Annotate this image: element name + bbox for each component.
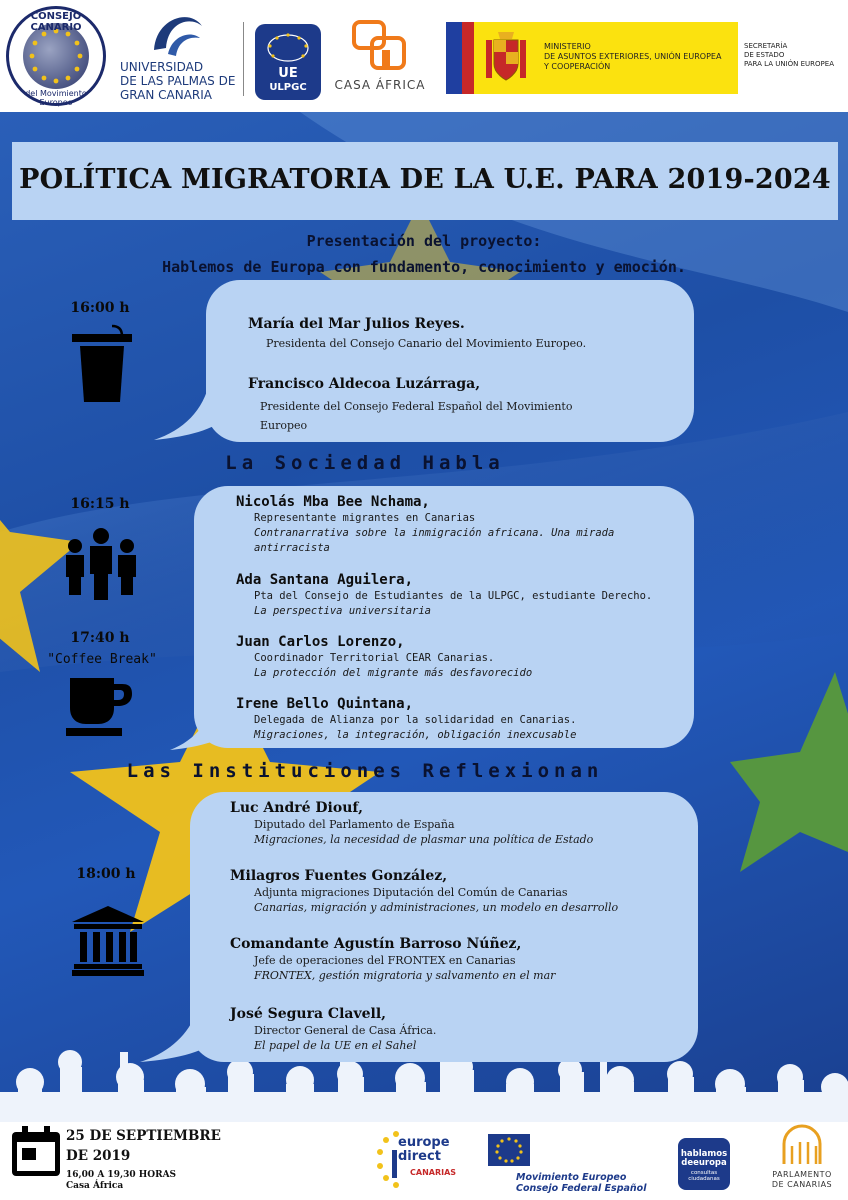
speaker-topic: La perspectiva universitaria bbox=[254, 605, 432, 617]
speaker-name: Juan Carlos Lorenzo, bbox=[236, 634, 405, 650]
event-hours bbox=[66, 1170, 176, 1192]
casa-africa-shape-icon bbox=[352, 20, 408, 72]
me-line1: Movimiento Europeo bbox=[516, 1172, 627, 1183]
header-divider bbox=[243, 22, 244, 96]
speaker-name: Comandante Agustín Barroso Núñez, bbox=[230, 936, 522, 952]
time-1800: 18:00 h bbox=[76, 866, 136, 882]
speaker-bello bbox=[236, 696, 676, 743]
ulpgc-line1: UNIVERSIDAD bbox=[120, 60, 204, 74]
spain-coat-of-arms-icon bbox=[482, 30, 530, 86]
speaker-topic-line1: Contranarrativa sobre la inmigración africana. Una mirada bbox=[254, 527, 615, 539]
speaker-role: Jefe de operaciones del FRONTEX en Canarias bbox=[254, 954, 516, 967]
hde-line3: consultas bbox=[690, 1170, 718, 1176]
speaker-name: Ada Santana Aguilera, bbox=[236, 572, 414, 588]
speaker-role: Adjunta migraciones Diputación del Común de Canarias bbox=[254, 886, 568, 899]
speaker-santana bbox=[236, 572, 676, 619]
date-line2: DE 2019 bbox=[66, 1148, 131, 1164]
speaker-barroso bbox=[230, 936, 680, 983]
ministerio-text bbox=[544, 42, 734, 72]
parlamento-text bbox=[764, 1170, 840, 1190]
europe-direct-logo bbox=[376, 1126, 466, 1196]
ulpgc-line2: DE LAS PALMAS DE bbox=[120, 74, 236, 88]
speaker-role-line2: Europeo bbox=[260, 419, 308, 432]
speaker-role: Coordinador Territorial CEAR Canarias. bbox=[254, 652, 495, 664]
speaker-mba bbox=[236, 494, 676, 556]
speaker-aldecoa bbox=[248, 376, 678, 435]
venue-text: Casa África bbox=[66, 1181, 124, 1191]
speaker-role: Delegada de Alianza por la solidaridad en Canarias. bbox=[254, 714, 577, 726]
secretaria-line3: PARA LA UNIÓN EUROPEA bbox=[744, 60, 834, 68]
speaker-segura bbox=[230, 1006, 680, 1053]
consejo-canario-logo bbox=[6, 6, 106, 106]
speaker-name: Luc André Diouf, bbox=[230, 800, 363, 816]
ue-label: UE bbox=[278, 66, 298, 81]
title-banner bbox=[12, 142, 838, 220]
parliament-arch-icon bbox=[780, 1124, 824, 1164]
speaker-fuentes bbox=[230, 868, 680, 915]
hablamos-de-europa-logo bbox=[678, 1138, 730, 1190]
time-1740: 17:40 h bbox=[70, 630, 130, 646]
ccme-top-text: CONSEJO CANARIO bbox=[30, 11, 82, 33]
speaker-topic-line2: antirracista bbox=[254, 542, 330, 554]
coffee-break-label: "Coffee Break" bbox=[47, 652, 157, 667]
speaker-topic: El papel de la UE en el Sahel bbox=[254, 1039, 417, 1052]
speaker-name: José Segura Clavell, bbox=[230, 1006, 387, 1022]
secretaria-line1: SECRETARÍA bbox=[744, 42, 788, 50]
hours-text: 16,00 A 19,30 HORAS bbox=[66, 1170, 177, 1180]
pc-line2: DE CANARIAS bbox=[771, 1180, 833, 1189]
speaker-name: María del Mar Julios Reyes. bbox=[248, 316, 465, 332]
footer bbox=[0, 1122, 848, 1200]
casa-africa-text: CASA ÁFRICA bbox=[334, 78, 426, 92]
ccme-bottom-text: del Movimiento Europeo bbox=[25, 89, 87, 107]
page-title: POLÍTICA MIGRATORIA DE LA U.E. PARA 2019-2024 bbox=[19, 164, 831, 195]
europe-direct-line1: europe bbox=[398, 1135, 450, 1150]
speaker-role: Diputado del Parlamento de España bbox=[254, 818, 455, 831]
speaker-role: Director General de Casa África. bbox=[254, 1024, 437, 1037]
europe-direct-canarias: CANARIAS bbox=[410, 1168, 457, 1177]
speaker-topic: La protección del migrante más desfavorecido bbox=[254, 667, 533, 679]
ue-ulpgc-logo bbox=[255, 24, 321, 100]
time-1600: 16:00 h bbox=[70, 300, 130, 316]
ministerio-line2: DE ASUNTOS EXTERIORES, UNIÓN EUROPEA bbox=[544, 52, 722, 61]
people-group-icon bbox=[66, 528, 136, 600]
speaker-topic: Canarias, migración y administraciones, un modelo en desarrollo bbox=[254, 901, 619, 914]
institution-building-icon bbox=[72, 906, 144, 976]
parlamento-canarias-logo bbox=[764, 1124, 840, 1198]
ulpgc-label: ULPGC bbox=[269, 82, 307, 93]
pc-line1: PARLAMENTO bbox=[772, 1170, 832, 1179]
speaker-diouf bbox=[230, 800, 680, 847]
speaker-name: Irene Bello Quintana, bbox=[236, 696, 414, 712]
secretaria-line2: DE ESTADO bbox=[744, 51, 785, 59]
calendar-icon bbox=[12, 1126, 60, 1176]
ministerio-line1: MINISTERIO bbox=[544, 42, 591, 51]
ministerio-logo bbox=[446, 22, 738, 94]
movimiento-europeo-text bbox=[516, 1172, 676, 1194]
intro-line2: Hablemos de Europa con fundamento, conocimiento y emoción. bbox=[162, 258, 686, 276]
speaker-topic: Migraciones, la necesidad de plasmar una política de Estado bbox=[254, 833, 594, 846]
event-date bbox=[66, 1126, 221, 1166]
ulpgc-logo bbox=[120, 8, 240, 103]
intro-line1: Presentación del proyecto: bbox=[306, 232, 542, 250]
ulpgc-line3: GRAN CANARIA bbox=[120, 88, 213, 102]
ulpgc-swirl-icon bbox=[146, 8, 206, 62]
hde-line1: hablamos bbox=[680, 1149, 728, 1159]
lectern-icon bbox=[72, 324, 132, 402]
speaker-role-line1: Presidente del Consejo Federal Español del Movimiento bbox=[260, 400, 573, 413]
me-line2: Consejo Federal Español bbox=[516, 1183, 647, 1194]
speaker-role: Representante migrantes en Canarias bbox=[254, 512, 476, 524]
eu-flag-icon bbox=[488, 1134, 530, 1166]
movimiento-europeo-logo bbox=[486, 1134, 656, 1196]
eu-flag-strip bbox=[446, 22, 474, 94]
hablamos-text bbox=[678, 1150, 730, 1168]
speaker-name: Nicolás Mba Bee Nchama, bbox=[236, 494, 430, 510]
europe-direct-text bbox=[398, 1136, 450, 1164]
casa-africa-logo bbox=[330, 20, 430, 100]
speaker-name: Milagros Fuentes González, bbox=[230, 868, 448, 884]
speaker-role: Presidenta del Consejo Canario del Movimiento Europeo. bbox=[266, 337, 587, 350]
europe-direct-line2: direct bbox=[398, 1149, 441, 1164]
date-line1: 25 DE SEPTIEMBRE bbox=[66, 1128, 221, 1144]
speaker-topic: Migraciones, la integración, obligación inexcusable bbox=[254, 729, 577, 741]
speaker-julios bbox=[248, 316, 678, 351]
section-heading-instituciones: Las Instituciones Reflexionan bbox=[126, 760, 604, 782]
secretaria-text bbox=[744, 42, 844, 69]
speaker-topic: FRONTEX, gestión migratoria y salvamento en el mar bbox=[254, 969, 556, 982]
speaker-lorenzo bbox=[236, 634, 676, 681]
time-1615: 16:15 h bbox=[70, 496, 130, 512]
coffee-cup-icon bbox=[66, 678, 132, 736]
hde-line2: deeuropa bbox=[681, 1158, 727, 1168]
header-logos bbox=[0, 0, 848, 112]
speaker-name: Francisco Aldecoa Luzárraga, bbox=[248, 376, 481, 392]
hde-line4: ciudadanas bbox=[688, 1176, 720, 1182]
consultas-text bbox=[678, 1170, 730, 1182]
section-heading-sociedad: La Sociedad Habla bbox=[225, 452, 505, 474]
ministerio-line3: Y COOPERACIÓN bbox=[544, 62, 611, 71]
speaker-role: Pta del Consejo de Estudiantes de la ULPGC, estudiante Derecho. bbox=[254, 590, 653, 602]
poster-main bbox=[0, 112, 848, 1122]
stars-arc-icon bbox=[263, 30, 313, 64]
